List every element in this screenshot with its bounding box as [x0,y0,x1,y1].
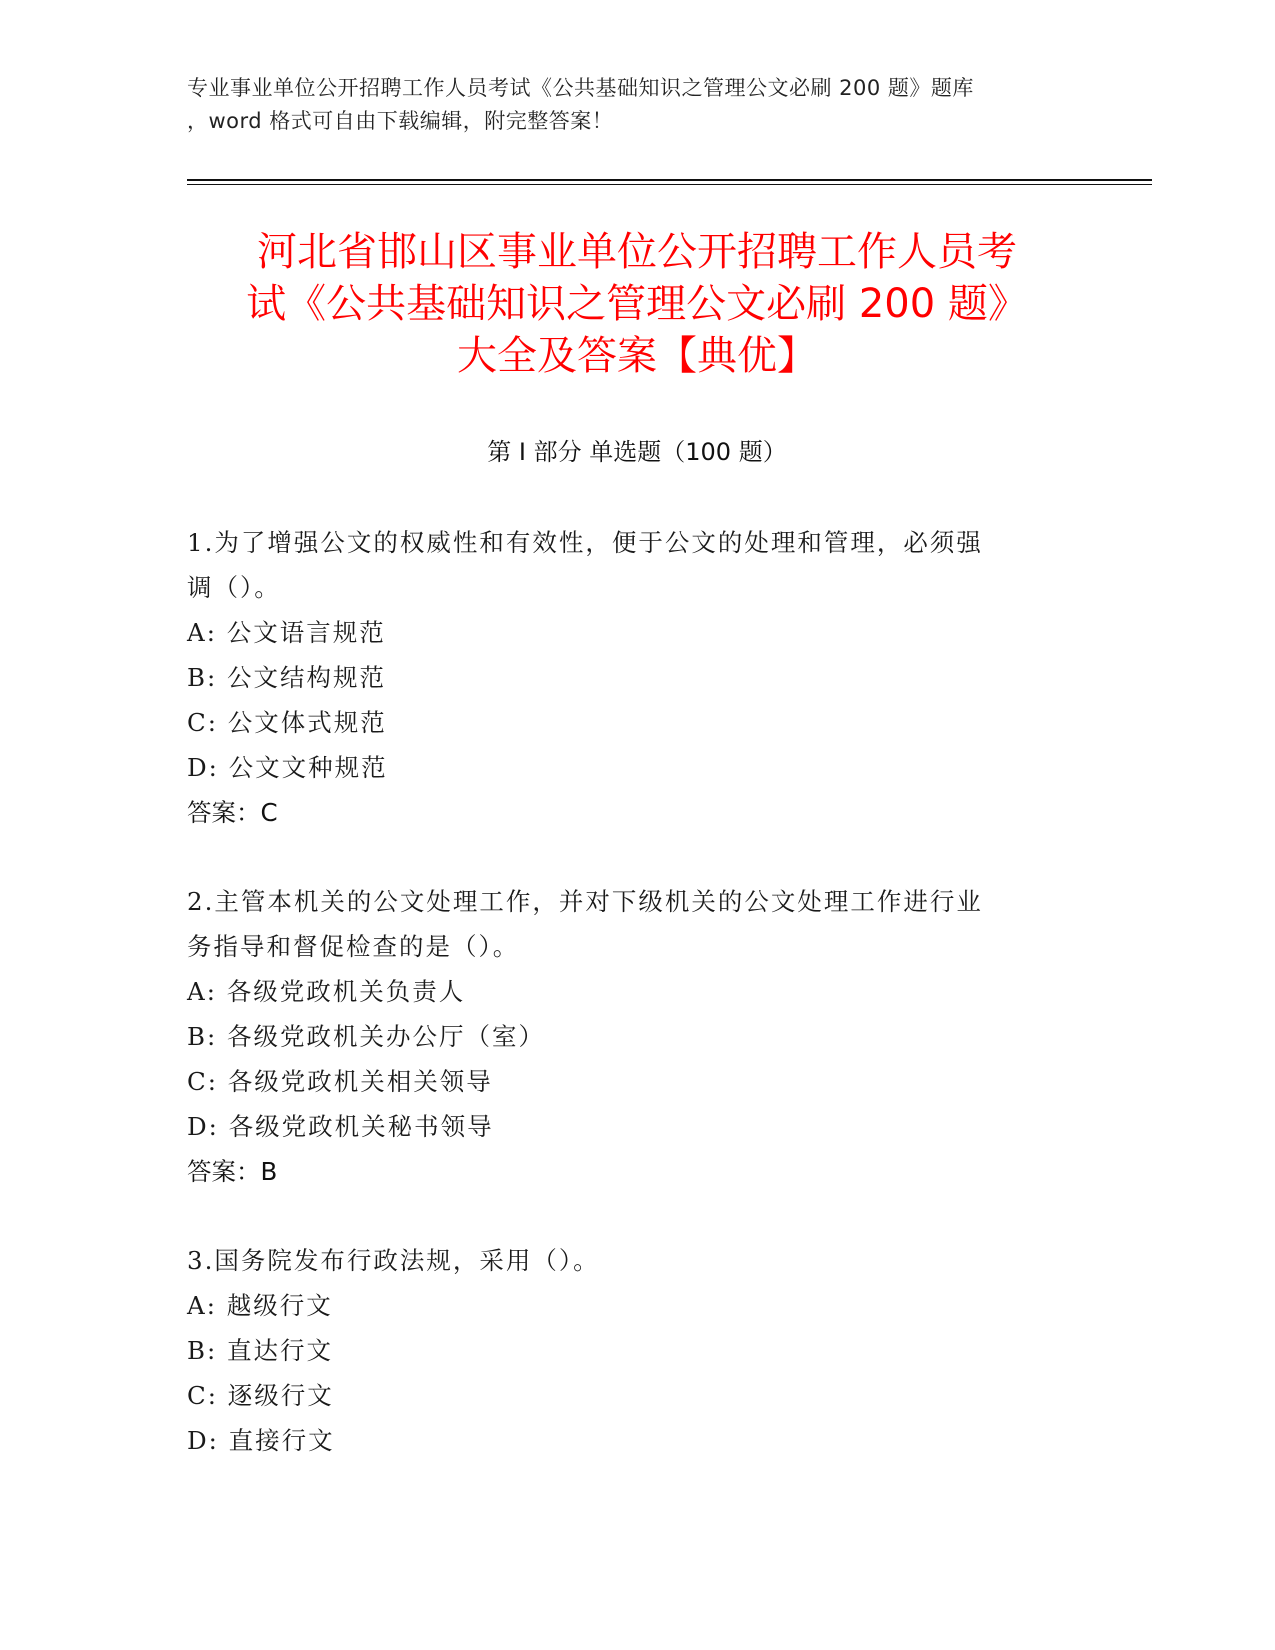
option-c: C: 公文体式规范 [187,708,387,737]
option-c: C: 各级党政机关相关领导 [187,1067,493,1096]
title-line-2: 试《公共基础知识之管理公文必刷 200 题》 [246,281,1028,327]
option-d: D: 公文文种规范 [187,753,388,782]
question-stem-continued: 调（）。 [187,573,281,602]
option-c: C: 逐级行文 [187,1381,334,1410]
header-divider-thick [187,179,1152,181]
document-header-note [187,72,1087,138]
header-note-line-1: 专业事业单位公开招聘工作人员考试《公共基础知识之管理公文必刷 200 题》题库 [187,76,974,100]
header-divider-thin [187,184,1152,185]
option-b: B: 公文结构规范 [187,663,387,692]
answer: 答案：B [187,1157,278,1186]
question-stem: 3.国务院发布行政法规，采用（）。 [187,1246,600,1275]
option-b: B: 各级党政机关办公厅（室） [187,1022,546,1051]
question-stem: 1.为了增强公文的权威性和有效性，便于公文的处理和管理，必须强 [187,528,983,557]
section-title: 第 I 部分 单选题（100 题） [487,438,787,466]
option-b: B: 直达行文 [187,1336,334,1365]
option-d: D: 直接行文 [187,1426,335,1455]
question-stem-continued: 务指导和督促检查的是（）。 [187,932,520,961]
option-d: D: 各级党政机关秘书领导 [187,1112,494,1141]
question-3 [187,1238,1067,1463]
answer: 答案：C [187,798,278,827]
option-a: A: 各级党政机关负责人 [187,977,466,1006]
question-stem: 2.主管本机关的公文处理工作，并对下级机关的公文处理工作进行业 [187,887,983,916]
question-2 [187,879,1067,1194]
option-a: A: 公文语言规范 [187,618,386,647]
option-a: A: 越级行文 [187,1291,333,1320]
title-line-3: 大全及答案【典优】 [457,333,817,379]
header-note-line-2: ，word 格式可自由下载编辑，附完整答案！ [187,109,614,133]
question-list [187,520,1067,1507]
document-title [187,226,1087,382]
title-line-1: 河北省邯山区事业单位公开招聘工作人员考 [257,229,1017,275]
question-1 [187,520,1067,835]
